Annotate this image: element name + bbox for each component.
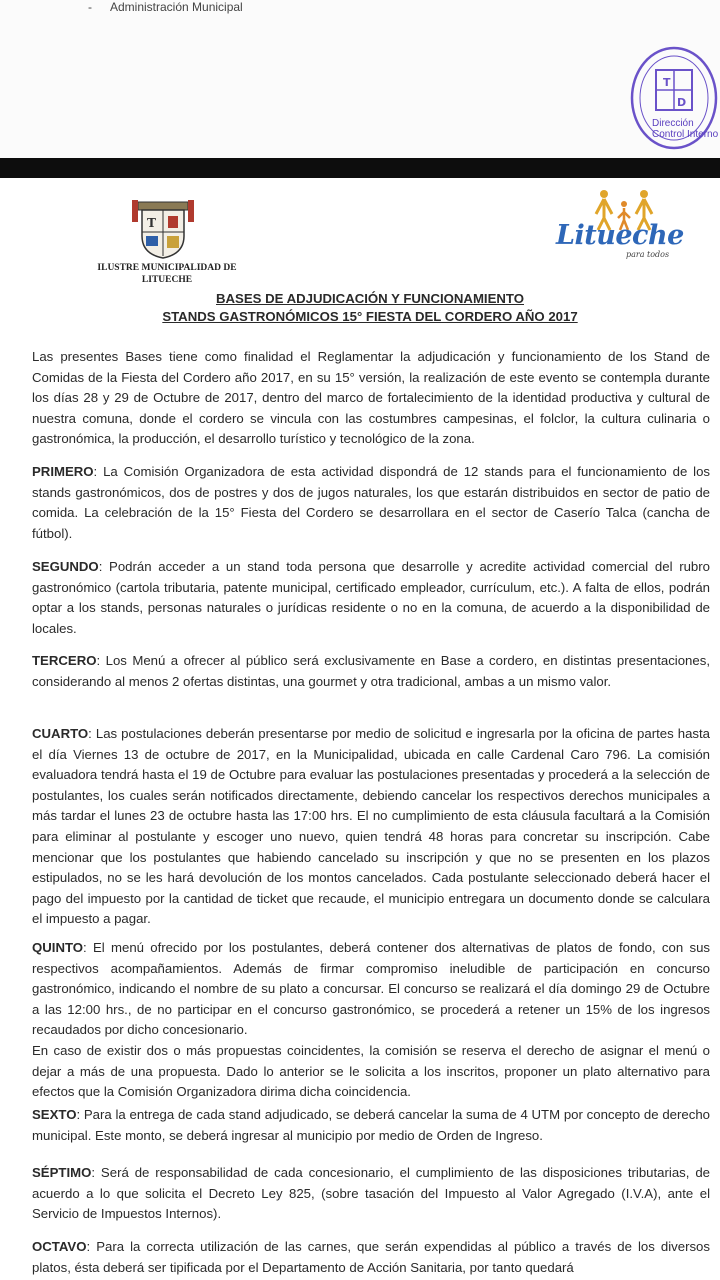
stamp-label: Dirección Control Interno	[652, 118, 719, 140]
section-text: : Para la correcta utilización de las carnes, que serán expendidas al público a través de los diversos platos, ésta deberá ser tipificada por el Departamento de Acción Sanitaria, por tanto quedará	[32, 1239, 710, 1275]
previous-page-line	[88, 0, 243, 14]
section-segundo	[32, 557, 710, 639]
litueche-logo-text: Litueche	[556, 220, 684, 251]
document-title-line1: BASES DE ADJUDICACIÓN Y FUNCIONAMIENTO	[216, 291, 524, 306]
section-septimo	[32, 1163, 710, 1225]
section-quinto	[32, 938, 710, 1103]
municipality-name: ILUSTRE MUNICIPALIDAD DE LITUECHE	[97, 263, 237, 285]
section-heading: PRIMERO	[32, 464, 94, 479]
section-sexto	[32, 1105, 710, 1146]
section-heading: CUARTO	[32, 726, 89, 741]
section-heading: TERCERO	[32, 653, 97, 668]
municipal-crest-icon	[130, 196, 196, 260]
bullet-dash: -	[88, 0, 92, 14]
section-text: : Los Menú a ofrecer al público será exclusivamente en Base a cordero, en distintas presentaciones, considerando al menos 2 ofertas distintas, una gourmet y otra tradicional, ambas a un mismo valor.	[32, 653, 710, 689]
intro-paragraph: Las presentes Bases tiene como finalidad el Reglamentar la adjudicación y funcionamiento de los Stand de Comidas de la Fiesta del Cordero año 2017, en su 15° versión, la realización de este evento se contempla durante los días 28 y 29 de Octubre de 2017, dentro del marco de fortalecimiento de la identidad productiva y cultural de nuestra comuna, donde el cordero se vincula con las costumbres campesinas, el folclor, la cultura culinaria o gastronómica, la producción, el desarrollo turístico y tecnológico de la zona.	[32, 349, 710, 447]
previous-page-fragment	[0, 0, 720, 158]
section-heading: OCTAVO	[32, 1239, 87, 1254]
section-octavo	[32, 1237, 710, 1278]
section-text: : La Comisión Organizadora de esta actividad dispondrá de 12 stands para el funcionamiento de los stands gastronómicos, dos de postres y dos de jugos naturales, los que estarán distribuidos en sector de patio de comida. La celebración de la 15° Fiesta del Cordero se desarrollara en el sector de Caserío Talca (cancha de fútbol).	[32, 464, 710, 541]
section-heading: SÉPTIMO	[32, 1165, 92, 1180]
section-cuarto	[32, 724, 710, 930]
svg-text:T: T	[663, 76, 671, 89]
svg-text:D: D	[677, 96, 687, 109]
section-text: : Será de responsabilidad de cada concesionario, el cumplimiento de las disposiciones tributarias, de acuerdo a lo que solicita el Decreto Ley 825, (sobre tasación del Impuesto al Valor Agregado (I.V.A), ante el Servicio de Impuestos Internos).	[32, 1165, 710, 1222]
section-heading: SEXTO	[32, 1107, 77, 1122]
section-text: : Las postulaciones deberán presentarse por medio de solicitud e ingresarla por la oficina de partes hasta el día Viernes 13 de octubre de 2017, en la Municipalidad, ubicada en calle Cardenal Caro 796. La comisión evaluadora tendrá hasta el 19 de Octubre para evaluar las postulaciones presentadas y procederá a la selección de postulantes, los cuales serán notificados directamente, debiendo cancelar los respectivos derechos municipales a más tardar el lunes 23 de octubre hasta las 17:00 hrs. El no cumplimiento de esta cláusula facultará a la Comisión para eliminar al postulante y escoger uno nuevo, quien tendrá 48 horas para concretar su inscripción. Cabe mencionar que los postulantes que habiendo cancelado su inscripción y que no se presenten en los plazos estipulados, no se les hará devolución de los montos cancelados. Cada postulante seleccionado deberá hacer el pago del impuesto por la cantidad de ticket que recaude, el municipio entregara un documento donde se calculara el impuesto a pagar.	[32, 726, 710, 927]
section-text-continued: En caso de existir dos o más propuestas coincidentes, la comisión se reserva el derecho de asignar el menú o dejar a más de una propuesta. Dado lo anterior se le solicita a los inscritos, proponer un plato alternativo para efectos que la Comisión Organizadora dirima dicha coincidencia.	[32, 1042, 710, 1100]
section-heading: QUINTO	[32, 940, 84, 955]
section-text: : Para la entrega de cada stand adjudicado, se deberá cancelar la suma de 4 UTM por concepto de derecho municipal. Este monto, se deberá ingresar al municipio por medio de Orden de Ingreso.	[32, 1107, 710, 1143]
administracion-municipal-text: Administración Municipal	[110, 0, 243, 14]
page-divider	[0, 158, 720, 178]
svg-text:T: T	[147, 216, 156, 230]
document-title-line2: STANDS GASTRONÓMICOS 15° FIESTA DEL CORDERO AÑO 2017	[162, 309, 578, 324]
section-heading: SEGUNDO	[32, 559, 99, 574]
section-text: : Podrán acceder a un stand toda persona que desarrolle y acredite actividad comercial del rubro gastronómico (cartola tributaria, patente municipal, certificado empleador, currículum, etc.). A falta de ellos, podrán optar a los stands, personas naturales o jurídicas residente o no en la comuna, de acuerdo a la disponibilidad de locales.	[32, 559, 710, 636]
document-page	[0, 178, 720, 1280]
section-text: : El menú ofrecido por los postulantes, deberá contener dos alternativas de platos de fondo, con sus respectivos acompañamientos. Además de firmar compromiso ineludible de participación en concurso gastronómico, indicando el nombre de su plato a concursar. El concurso se realizará el día domingo 29 de Octubre a las 12:00 hrs., de no participar en el concurso gastronómico, se procederá a retener un 15% de los ingresos recaudados por dicho concesionario.	[32, 940, 710, 1038]
section-primero	[32, 462, 710, 544]
logo-tagline: para todos	[626, 250, 670, 259]
section-tercero	[32, 651, 710, 692]
